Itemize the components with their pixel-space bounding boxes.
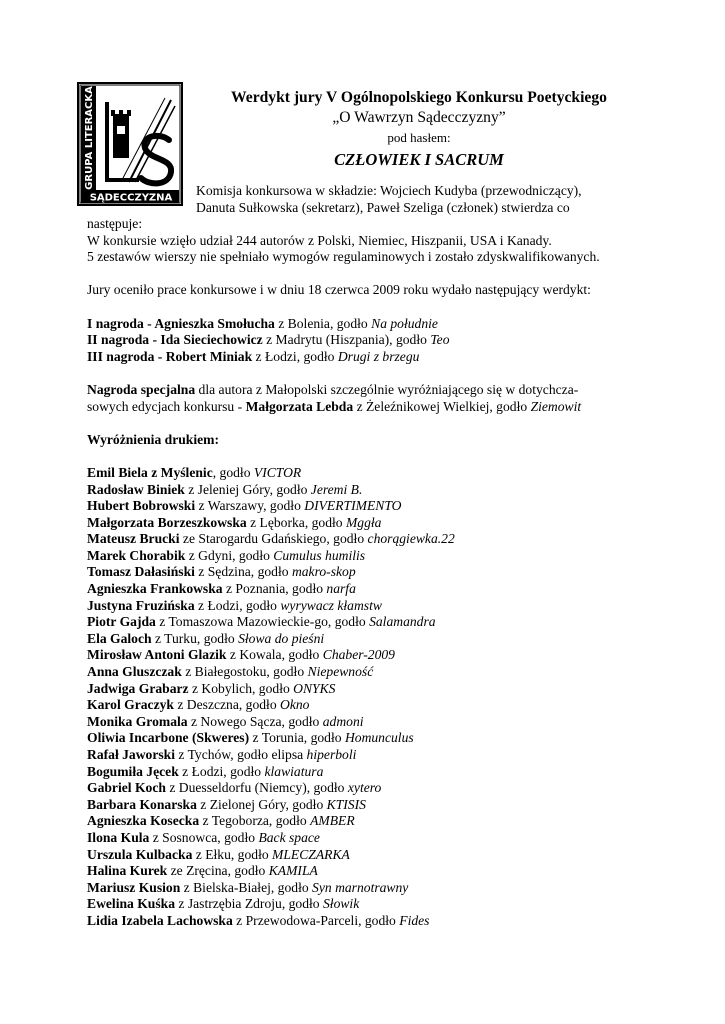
logo-vertical-text: GRUPA LITERACKA	[84, 86, 95, 190]
distinction-motto: AMBER	[310, 813, 355, 829]
prize-origin: z Madrytu (Hiszpania), godło	[262, 332, 431, 348]
distinction-origin: z Sosnowca, godło	[149, 829, 259, 845]
special-prize-line-2	[87, 399, 667, 416]
distinction-motto: narfa	[326, 581, 356, 597]
distinction-author: Ewelina Kuśka	[87, 896, 176, 912]
motto-label: pod hasłem:	[387, 130, 451, 145]
distinction-author: Halina Kurek	[87, 863, 168, 879]
distinction-motto: KAMILA	[268, 863, 318, 879]
distinction-origin: z Ełku, godło	[192, 846, 273, 862]
prize-winner: III nagroda - Robert Miniak	[87, 348, 253, 364]
distinction-author: Mariusz Kusion	[87, 879, 181, 895]
committee-line-1: Komisja konkursowa w składzie: Wojciech Kudyba (przewodniczący),	[196, 183, 582, 198]
distinction-origin: z Jastrzębia Zdroju, godło	[175, 896, 323, 912]
distinction-origin: z Sędzina, godło	[194, 564, 292, 580]
distinction-motto: xytero	[347, 780, 382, 796]
committee-line-2: Danuta Sułkowska (sekretarz), Paweł Szeliga (członek) stwierdza co	[196, 200, 570, 215]
distinction-motto: Chaber-2009	[322, 647, 395, 663]
distinction-author: Agnieszka Kosecka	[87, 813, 200, 829]
distinction-author: Ela Galoch	[87, 630, 152, 646]
document-body	[87, 216, 667, 930]
distinction-origin: z Tegoborza, godło	[199, 813, 311, 829]
distinction-motto: Homunculus	[344, 730, 414, 746]
distinction-author: Jadwiga Grabarz	[87, 680, 189, 696]
distinction-motto: chorągiewka.22	[367, 531, 455, 547]
distinction-origin: z Nowego Sącza, godło	[187, 713, 323, 729]
distinction-origin: z Tychów, godło elipsa	[174, 747, 307, 762]
distinction-author: Anna Gluszczak	[87, 664, 182, 680]
special-prize-origin: z Żeleźnikowej Wielkiej, godło	[353, 398, 531, 414]
distinction-row	[87, 465, 667, 482]
distinction-author: Marek Chorabik	[87, 547, 186, 563]
distinction-row	[87, 697, 667, 714]
distinction-row	[87, 714, 667, 731]
distinction-row	[87, 813, 667, 830]
distinction-row	[87, 896, 667, 913]
distinction-row	[87, 764, 667, 781]
special-prize-text-1: dla autora z Małopolski szczególnie wyróżniającego się w dotychcza-	[195, 381, 579, 397]
distinction-row	[87, 830, 667, 847]
participants-text: W konkursie wzięło udział 244 autorów z Polski, Niemiec, Hiszpanii, USA i Kanady.	[87, 232, 552, 248]
distinction-origin: z Turku, godło	[151, 630, 239, 646]
distinction-row	[87, 647, 667, 664]
distinction-row	[87, 747, 667, 764]
prize-motto: Teo	[430, 332, 450, 348]
distinction-row	[87, 681, 667, 698]
distinction-origin: z Deszczna, godło	[173, 697, 281, 713]
distinction-author: Mirosław Antoni Glazik	[87, 647, 227, 663]
distinction-motto: admoni	[322, 713, 364, 729]
distinction-motto: VICTOR	[253, 464, 302, 480]
contest-name: „O Wawrzyn Sądecczyzny”	[332, 109, 506, 126]
distinction-motto: Słowik	[323, 896, 360, 912]
distinction-author: Barbara Konarska	[87, 796, 197, 812]
distinction-origin: z Bielska-Białej, godło	[180, 879, 313, 895]
distinction-motto: Niepewność	[307, 664, 374, 680]
distinction-origin: z Jeleniej Góry, godło	[184, 481, 311, 497]
distinction-origin: z Tomaszowa Mazowieckie-go, godło	[155, 614, 370, 630]
special-prize-label: Nagroda specjalna	[87, 381, 196, 397]
disqualified-text: 5 zestawów wierszy nie spełniało wymogów regulaminowych i zostało zdyskwalifikowanych.	[87, 249, 600, 265]
distinction-author: Karol Graczyk	[87, 697, 174, 713]
distinction-origin: z Łodzi, godło	[194, 597, 281, 613]
document-title: Werdykt jury V Ogólnopolskiego Konkursu Poetyckiego	[231, 89, 607, 106]
distinction-row	[87, 797, 667, 814]
distinction-origin: z Warszawy, godło	[195, 498, 305, 514]
distinction-motto: KTISIS	[326, 796, 366, 812]
special-prize-winner: Małgorzata Lebda	[245, 398, 354, 414]
distinction-motto: makro-skop	[291, 564, 356, 580]
distinction-author: Rafał Jaworski	[87, 747, 175, 762]
distinction-motto: Syn marnotrawny	[312, 879, 409, 895]
prize-winner: I nagroda - Agnieszka Smołucha	[87, 315, 275, 331]
distinction-origin: z Kowala, godło	[226, 647, 323, 663]
distinction-author: Oliwia Incarbone (Skweres)	[87, 730, 250, 746]
distinction-motto: Cumulus humilis	[273, 547, 366, 563]
special-prize	[87, 382, 667, 415]
distinction-origin: ze Zręcina, godło	[167, 863, 269, 879]
distinction-row	[87, 880, 667, 897]
prize-motto: Na południe	[371, 315, 438, 331]
committee-line-3: następuje:	[87, 216, 143, 231]
document-header	[196, 88, 642, 170]
distinction-row	[87, 863, 667, 880]
distinction-row	[87, 664, 667, 681]
distinction-origin: z Gdyni, godło	[185, 547, 274, 563]
jury-statement: Jury oceniło prace konkursowe i w dniu 18 czerwca 2009 roku wydało następujący werdykt:	[87, 282, 591, 298]
distinction-author: Mateusz Brucki	[87, 531, 180, 547]
distinction-author: Lidia Izabela Lachowska	[87, 912, 233, 928]
distinction-author: Piotr Gajda	[87, 614, 156, 630]
distinction-author: Monika Gromala	[87, 713, 188, 729]
distinction-row	[87, 847, 667, 864]
distinction-author: Ilona Kula	[87, 829, 150, 845]
distinction-origin: z Kobylich, godło	[188, 680, 294, 696]
distinction-motto: Fides	[399, 912, 430, 928]
distinction-origin: z Torunia, godło	[249, 730, 345, 746]
distinction-origin: z Łodzi, godło	[178, 763, 265, 779]
prize-origin: z Bolenia, godło	[274, 315, 372, 331]
distinction-motto: MLECZARKA	[272, 846, 350, 862]
logo-bottom-text: SĄDECCZYZNA	[89, 192, 173, 204]
distinction-row	[87, 598, 667, 615]
distinction-row	[87, 730, 667, 747]
distinction-author: Małgorzata Borzeszkowska	[87, 514, 247, 530]
prize-origin: z Łodzi, godło	[252, 348, 338, 364]
distinction-motto: wyrywacz kłamstw	[280, 597, 382, 613]
distinction-motto: Okno	[280, 697, 310, 713]
distinction-author: Radosław Biniek	[87, 481, 185, 497]
prize-row	[87, 349, 667, 366]
distinction-author: Hubert Bobrowski	[87, 498, 196, 514]
prize-row	[87, 332, 667, 349]
distinction-motto: Salamandra	[369, 614, 436, 630]
distinction-origin: z Lęborka, godło	[246, 514, 346, 530]
distinction-motto: Jeremi B.	[310, 481, 363, 497]
distinction-motto: hiperboli	[306, 747, 357, 762]
special-prize-motto: Ziemowit	[530, 398, 582, 414]
distinction-author: Justyna Fruzińska	[87, 597, 195, 613]
distinction-origin: z Białegostoku, godło	[181, 664, 308, 680]
distinction-author: Urszula Kulbacka	[87, 846, 193, 862]
distinction-row	[87, 913, 667, 930]
distinction-row	[87, 548, 667, 565]
distinction-row	[87, 631, 667, 648]
special-prize-line-1	[87, 382, 667, 399]
distinction-row	[87, 581, 667, 598]
distinction-origin: z Poznania, godło	[222, 581, 327, 597]
distinction-motto: klawiatura	[264, 763, 324, 779]
distinction-motto: Słowa do pieśni	[238, 630, 325, 646]
distinction-row	[87, 614, 667, 631]
distinction-origin: ze Starogardu Gdańskiego, godło	[179, 531, 368, 547]
distinction-row	[87, 482, 667, 499]
committee-paragraph	[196, 182, 656, 216]
prize-winner: II nagroda - Ida Sieciechowicz	[87, 332, 263, 348]
distinction-author: Tomasz Dałasiński	[87, 564, 195, 580]
distinction-row	[87, 498, 667, 515]
distinction-author: Gabriel Koch	[87, 780, 166, 796]
prize-motto: Drugi z brzegu	[337, 348, 420, 364]
distinction-origin: z Duesseldorfu (Niemcy), godło	[165, 780, 348, 796]
distinction-row	[87, 515, 667, 532]
distinction-row	[87, 564, 667, 581]
distinctions-heading	[87, 432, 667, 449]
distinction-author: Emil Biela z Myślenic	[87, 464, 213, 480]
distinction-motto: DIVERTIMENTO	[304, 498, 402, 514]
distinctions-list	[87, 465, 667, 930]
distinction-motto: ONYKS	[293, 680, 336, 696]
distinction-row	[87, 531, 667, 548]
prizes-list	[87, 316, 667, 366]
distinctions-heading-text: Wyróżnienia drukiem:	[87, 431, 220, 447]
distinction-author: Bogumiła Jęcek	[87, 763, 179, 779]
distinction-author: Agnieszka Frankowska	[87, 581, 223, 597]
distinction-row	[87, 780, 667, 797]
distinction-origin: , godło	[212, 464, 254, 480]
distinction-motto: Mggła	[345, 514, 382, 530]
grupa-literacka-logo	[77, 82, 183, 206]
distinction-motto: Back space	[258, 829, 320, 845]
special-prize-text-2: sowych edycjach konkursu -	[87, 398, 246, 414]
contest-motto: CZŁOWIEK I SACRUM	[334, 150, 504, 169]
distinction-origin: z Zielonej Góry, godło	[196, 796, 327, 812]
prize-row	[87, 316, 667, 333]
distinction-origin: z Przewodowa-Parceli, godło	[232, 912, 400, 928]
